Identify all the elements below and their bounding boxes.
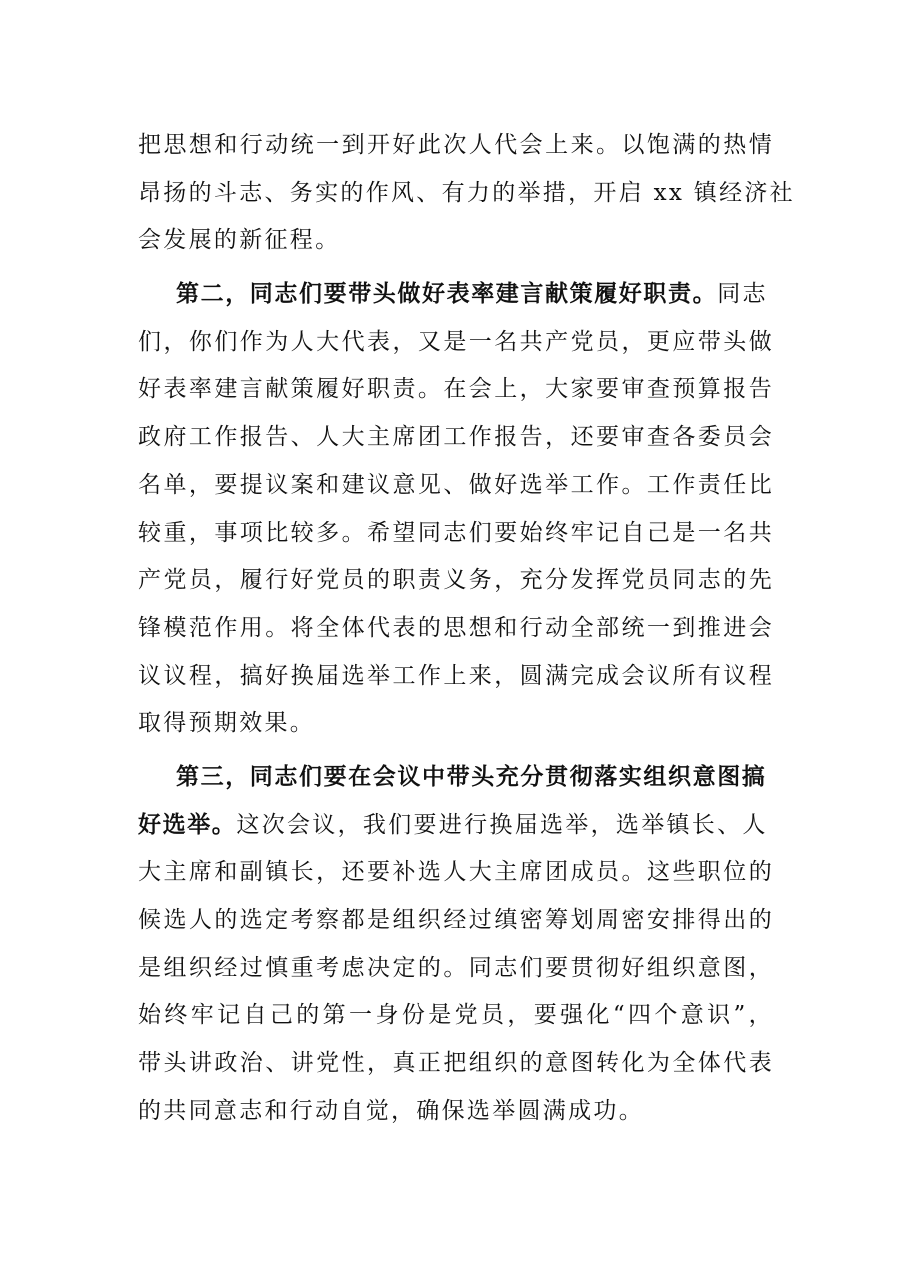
section-heading-end: 好选举。 bbox=[138, 811, 237, 838]
paragraph-line: 取得预期效果。 bbox=[138, 710, 316, 737]
paragraph-1 bbox=[138, 122, 795, 265]
paragraph-line: 是组织经过慎重考虑决定的。同志们要贯彻好组织意图， bbox=[138, 954, 774, 981]
paragraph-line: 带头讲政治、讲党性，真正把组织的意图转化为全体代表 bbox=[138, 1050, 774, 1077]
section-heading: 第二，同志们要带头做好表率建言献策履好职责。 bbox=[176, 281, 718, 308]
paragraph-3 bbox=[138, 754, 774, 1136]
paragraph-line: 会发展的新征程。 bbox=[138, 227, 341, 254]
paragraph-line: 名单，要提议案和建议意见、做好选举工作。工作责任比 bbox=[138, 471, 774, 498]
paragraph-line: 们，你们作为人大代表，又是一名共产党员，更应带头做 bbox=[138, 328, 774, 355]
paragraph-line: 较重，事项比较多。希望同志们要始终牢记自己是一名共 bbox=[138, 519, 774, 546]
paragraph-heading-line bbox=[138, 271, 774, 319]
paragraph-heading-line bbox=[138, 802, 774, 850]
paragraph-2 bbox=[138, 271, 774, 748]
paragraph-line: 产党员，履行好党员的职责义务，充分发挥党员同志的先 bbox=[138, 567, 774, 594]
paragraph-line: 好表率建言献策履好职责。在会上，大家要审查预算报告 bbox=[138, 376, 774, 403]
paragraph-line: 把思想和行动统一到开好此次人代会上来。以饱满的热情 bbox=[138, 132, 774, 158]
paragraph-line: 大主席和副镇长，还要补选人大主席团成员。这些职位的 bbox=[138, 859, 774, 886]
paragraph-text: 这次会议，我们要进行换届选举，选举镇长、人 bbox=[236, 811, 768, 838]
paragraph-line: 的共同意志和行动自觉，确保选举圆满成功。 bbox=[138, 1097, 644, 1124]
paragraph-line: 候选人的选定考察都是组织经过缜密筹划周密安排得出的 bbox=[138, 907, 774, 933]
paragraph-line: 政府工作报告、人大主席团工作报告，还要审查各委员会 bbox=[138, 424, 774, 451]
section-heading: 第三，同志们要在会议中带头充分贯彻落实组织意图搞 bbox=[176, 763, 767, 790]
paragraph-line: 始终牢记自己的第一身份是党员，要强化“四个意识”， bbox=[138, 1002, 774, 1029]
paragraph-text: 同志 bbox=[717, 281, 768, 308]
paragraph-line: 锋模范作用。将全体代表的思想和行动全部统一到推进会 bbox=[138, 614, 774, 641]
document-body bbox=[138, 122, 795, 1135]
paragraph-line: 议议程，搞好换届选举工作上来，圆满完成会议所有议程 bbox=[138, 662, 774, 689]
paragraph-line: 昂扬的斗志、务实的作风、有力的举措，开启 xx 镇经济社 bbox=[138, 179, 795, 206]
